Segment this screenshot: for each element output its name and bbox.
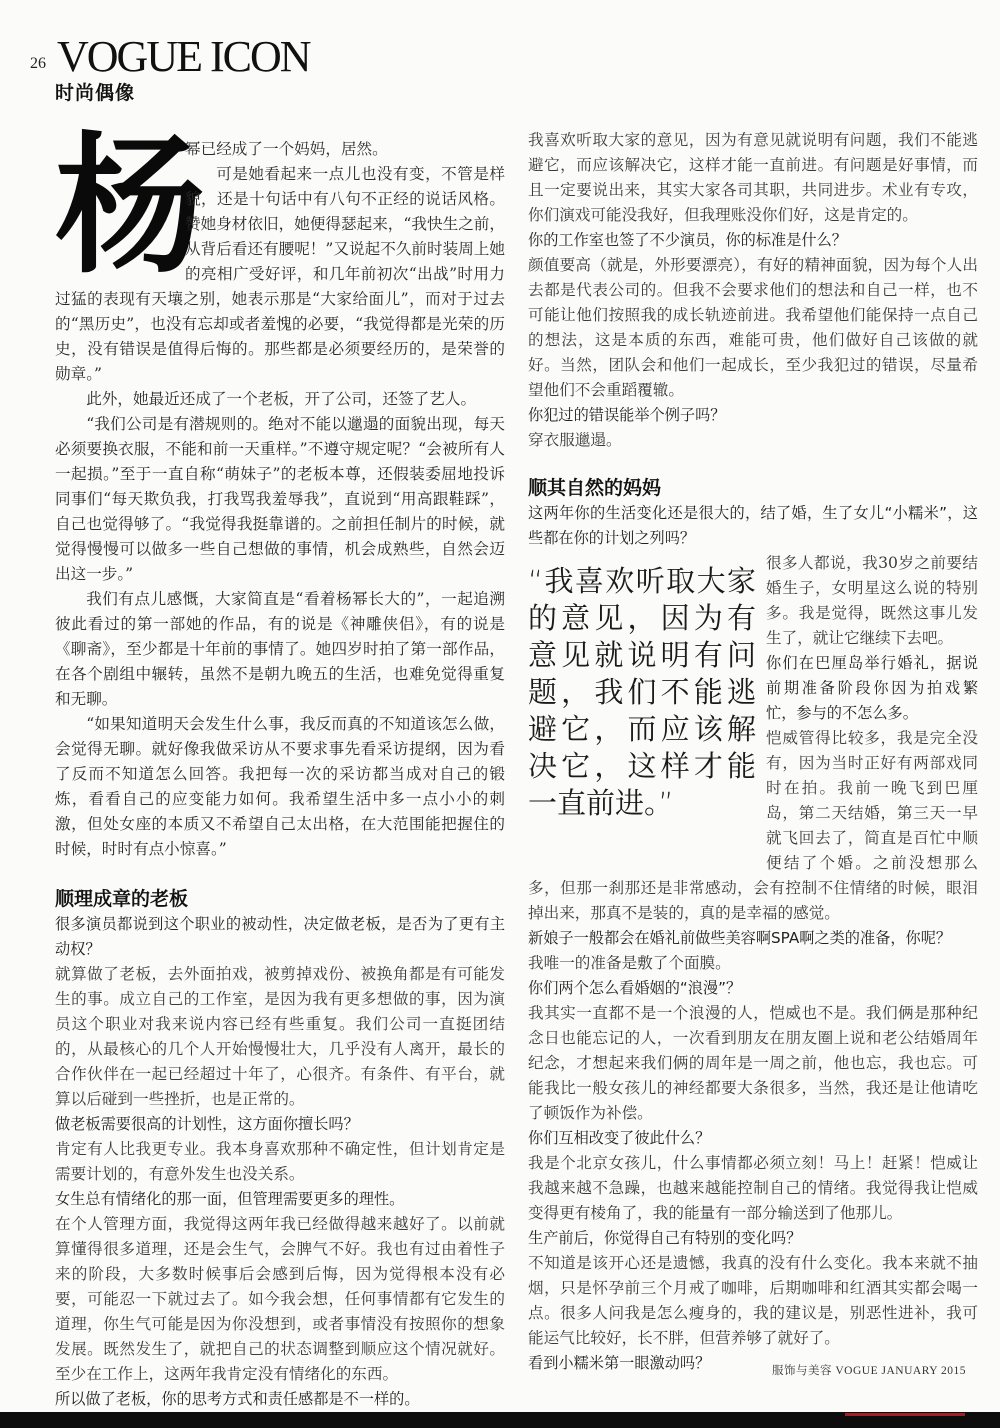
section-heading: 顺理成章的老板 — [55, 888, 189, 910]
interview-answer: 肯定有人比我更专业。我本身喜欢那种不确定性，但计划肯定是需要计划的，有意外发生也没关系。 — [55, 1140, 505, 1183]
section-heading: 顺其自然的妈妈 — [528, 477, 662, 499]
interview-question: 新娘子一般都会在婚礼前做些美容啊SPA啊之类的准备，你呢？ — [528, 929, 952, 947]
interview-question: 这两年你的生活变化还是很大的，结了婚，生了女儿“小糯米”，这些都在你的计划之列吗？ — [528, 504, 978, 547]
interview-answer: 在个人管理方面，我觉得这两年我已经做得越来越好了。以前就算懂得很多道理，还是会生气，会脾气不好。我也有过由着性子来的阶段，大多数时候事后会感到后悔，因为觉得根本没有必要，可能忍一下就过去了。如今我会想，任何事情都有它发生的道理，你生气可能是因为你没想到，或者事情没有按照你的想象发展。既然发生了，就把自己的状态调整到顺应这个情况就好。至少在工作上，这两年我肯定没有情绪化的东西。 — [55, 1215, 505, 1383]
interview-question: 你犯过的错误能举个例子吗？ — [528, 406, 726, 424]
interview-answer: 我唯一的准备是敷了个面膜。 — [528, 954, 731, 972]
interview-question: 你们两个怎么看婚姻的“浪漫”？ — [528, 979, 742, 997]
interview-question: 很多演员都说到这个职业的被动性，决定做老板，是否为了更有主动权？ — [55, 915, 505, 958]
paragraph: 可是她看起来一点儿也没有变，不管是样貌，还是十句话中有八句不正经的说话风格。赞她身材依旧，她便得瑟起来，“我快生之前，从背后看还有腰呢！”又说起不久前时装周上她的亮相广受好评，和几年前初次“出战”时用力过猛的表现有天壤之别，她表示那是“大家给面儿”，而对于过去的“黑历史”，也没有忘却或者羞愧的必要，“我觉得都是光荣的历史，没有错误是值得后悔的。那些都是必须要经历的，是荣誉的勋章。” — [55, 165, 505, 383]
left-column — [55, 118, 505, 1412]
interview-answer: 不知道是该开心还是遗憾，我真的没有什么变化。我本来就不抽烟，只是怀孕前三个月戒了咖啡，后期咖啡和红酒其实都会喝一点。很多人问我是怎么瘦身的，我的建议是，别恶性进补，我可能运气比较好，长不胖，但营养够了就好了。 — [528, 1254, 978, 1347]
interview-question: 女生总有情绪化的那一面，但管理需要更多的理性。 — [55, 1190, 405, 1208]
interview-question: 你的工作室也签了不少演员，你的标准是什么？ — [528, 231, 847, 249]
interview-question: 看到小糯米第一眼激动吗？ — [528, 1354, 711, 1372]
pull-quote: “我喜欢听取大家的意见，因为有意见就说明有问题，我们不能逃避它，而应该解决它，这样才能一直前进。” — [528, 564, 756, 820]
interview-answer: 恺威管得比较多，我是完全没有，因为当时正好有两部戏同时在拍。我前一晚飞到巴厘岛，第二天结婚，第三天一早就飞回去了，简直是百忙中顺便结了个婚。之前没想那么多，但那一刹那还是非常感动，会有控制不住情绪的时候，眼泪掉出来，那真不是装的，真的是幸福的感觉。 — [528, 729, 978, 922]
bottom-edge-strip — [0, 1412, 1000, 1428]
interview-question: 你们互相改变了彼此什么？ — [528, 1129, 711, 1147]
interview-answer: 我是个北京女孩儿，什么事情都必须立刻！马上！赶紧！恺威让我越来越不急躁，也越来越能控制自己的情绪。我觉得我让恺威变得更有棱角了，我的能量有一部分输送到了他那儿。 — [528, 1154, 978, 1222]
page-number: 26 — [30, 55, 46, 72]
interview-answer: 我其实一直都不是一个浪漫的人，恺威也不是。我们俩是那种纪念日也能忘记的人，一次看到朋友在朋友圈上说和老公结婚周年纪念，才想起来我们俩的周年是一周之前，他也忘，我也忘。可能我比一般女孩儿的神经都要大条很多，当然，我还是让他请吃了顿饭作为补偿。 — [528, 1004, 978, 1122]
section-subtitle: 时尚偶像 — [55, 82, 136, 104]
interview-question: 所以做了老板，你的思考方式和责任感都是不一样的。 — [55, 1390, 420, 1408]
paragraph: 我们有点儿感慨，大家简直是“看着杨幂长大的”，一起追溯彼此看过的第一部她的作品，有的说是《神雕侠侣》，有的说是《聊斋》，至少都是十年前的事情了。她四岁时拍了第一部作品，在各个剧组中辗转，虽然不是朝九晚五的生活，也难免觉得重复和无聊。 — [55, 590, 505, 708]
interview-answer: 颜值要高（就是，外形要漂亮），有好的精神面貌，因为每个人出去都是代表公司的。但我不会要求他们的想法和自己一样，也不可能让他们按照我的成长轨迹前进。我希望他们能保持一点自己的想法，这是本质的东西，难能可贵，他们做好自己该做的就好。当然，团队会和他们一起成长，至少我犯过的错误，尽量希望他们不会重蹈覆辙。 — [528, 256, 978, 399]
paragraph: 幂已经成了一个妈妈，居然。 — [185, 140, 388, 158]
interview-answer: 穿衣服邋遢。 — [528, 431, 622, 449]
interview-question: 你们在巴厘岛举行婚礼，据说前期准备阶段你因为拍戏繁忙，参与的不怎么多。 — [766, 654, 978, 722]
paragraph: “我们公司是有潜规则的。绝对不能以邋遢的面貌出现，每天必须要换衣服，不能和前一天重样。”不遵守规定呢？“会被所有人一起损。”至于一直自称“萌妹子”的老板本尊，还假装委屈地投诉同事们“每天欺负我，打我骂我羞辱我”，直说到“用高跟鞋踩”，自己也觉得够了。“我觉得我挺靠谱的。之前担任制片的时候，就觉得慢慢可以做多一些自己想做的事情，机会成熟些，自然会迈出这一步。” — [55, 415, 505, 583]
section-title: VOGUE ICON — [57, 32, 310, 81]
interview-answer: 就算做了老板，去外面拍戏，被剪掉戏份、被换角都是有可能发生的事。成立自己的工作室，是因为我有更多想做的事，因为演员这个职业对我来说内容已经有些重复。我们公司一直挺团结的，从最核心的几个人开始慢慢壮大，几乎没有人离开，最长的合作伙伴在一起已经超过十年了，心很齐。有条件、有平台，就算以后碰到一些挫折，也是正常的。 — [55, 965, 505, 1108]
red-accent — [845, 1413, 965, 1416]
page-footer: 服饰与美容 VOGUE JANUARY 2015 — [772, 1365, 966, 1377]
interview-answer: 很多人都说，我30岁之前要结婚生子，女明星这么说的特别多。我是觉得，既然这事儿发生了，就让它继续下去吧。 — [766, 554, 978, 647]
paragraph: “如果知道明天会发生什么事，我反而真的不知道该怎么做，会觉得无聊。就好像我做采访从不要求事先看采访提纲，因为看了反而不知道怎么回答。我把每一次的采访都当成对自己的锻炼，看看自己的应变能力如何。我希望生活中多一点小小的刺激，但处女座的本质又不希望自己太出格，在大范围能把握住的时候，时时有点小惊喜。” — [55, 715, 505, 858]
paragraph: 此外，她最近还成了一个老板，开了公司，还签了艺人。 — [86, 390, 477, 408]
interview-answer: 我喜欢听取大家的意见，因为有意见就说明有问题，我们不能逃避它，而应该解决它，这样才能一直前进。有问题是好事情，而且一定要说出来，其实大家各司其职，共同进步。术业有专攻，你们演戏可能没我好，但我理账没你们好，这是肯定的。 — [528, 131, 978, 224]
right-column — [528, 128, 978, 1376]
interview-question: 做老板需要很高的计划性，这方面你擅长吗？ — [55, 1115, 359, 1133]
drop-cap: 杨 — [55, 118, 206, 294]
interview-question: 生产前后，你觉得自己有特别的变化吗？ — [528, 1229, 802, 1247]
